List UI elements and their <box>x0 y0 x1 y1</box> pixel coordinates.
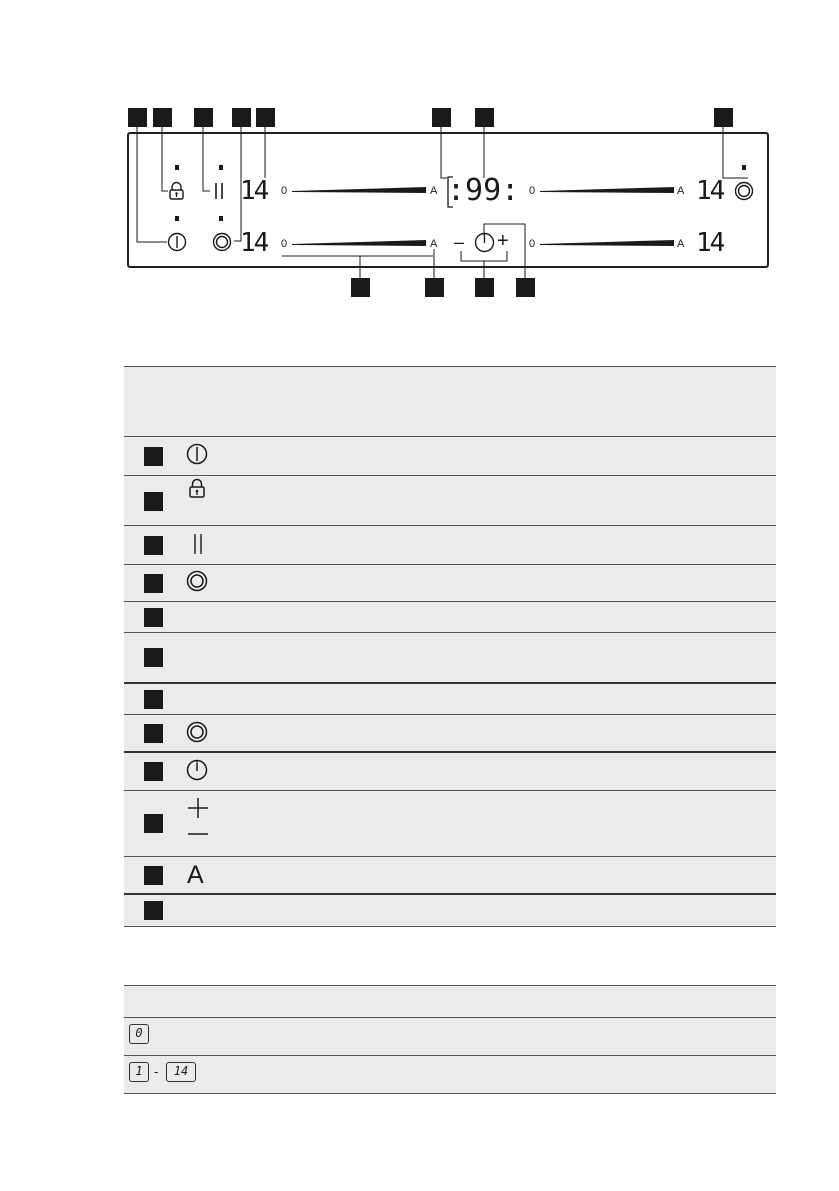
indicator-dot <box>742 165 746 170</box>
callout-marker <box>144 608 163 627</box>
slider-min-label: 0 <box>281 238 288 250</box>
table-row <box>124 437 776 475</box>
range-separator: - <box>154 1064 159 1079</box>
table-row <box>124 565 776 601</box>
timer-bracket <box>446 176 454 208</box>
slider-max-label: A <box>677 238 685 250</box>
zone-display-top-right: 14 <box>696 176 724 206</box>
row-divider <box>124 926 776 927</box>
callout-marker <box>144 901 163 920</box>
zone-ring-icon <box>186 570 208 592</box>
power-slider[interactable] <box>292 186 426 194</box>
callout-marker <box>144 447 163 466</box>
slider-min-label: 0 <box>529 238 536 250</box>
zone-ring-icon[interactable] <box>734 181 754 201</box>
auto-icon: A <box>187 861 204 889</box>
minus-button[interactable]: – <box>454 232 465 252</box>
indicator-dot <box>175 165 179 170</box>
slider-min-label: 0 <box>529 185 536 197</box>
table-row <box>124 1056 776 1093</box>
callout-marker <box>144 690 163 709</box>
timer-display: :99: <box>447 173 520 208</box>
power-slider[interactable] <box>540 239 674 247</box>
zone-display-bottom-right: 14 <box>696 228 724 258</box>
slider-max-label: A <box>430 185 438 197</box>
callout-marker <box>144 536 163 555</box>
plus-button[interactable]: + <box>497 230 509 252</box>
zone-ring-icon <box>186 721 208 743</box>
table-row <box>124 526 776 564</box>
table-row <box>124 895 776 926</box>
power-slider[interactable] <box>292 239 426 247</box>
table-row <box>124 753 776 790</box>
table-header <box>124 366 776 436</box>
display-fourteen-icon: 14 <box>166 1062 196 1082</box>
lock-icon <box>188 478 206 499</box>
timer-icon <box>186 759 208 781</box>
table-row <box>124 684 776 714</box>
display-one-icon: 1 <box>129 1062 149 1082</box>
plus-minus-icon <box>186 796 210 840</box>
display-table <box>124 985 776 1095</box>
zone-ring-icon[interactable] <box>212 232 232 252</box>
table-row <box>124 602 776 632</box>
callout-marker <box>144 574 163 593</box>
pause-icon[interactable] <box>213 182 225 200</box>
power-icon[interactable] <box>167 232 187 252</box>
table-row <box>124 791 776 856</box>
callout-marker <box>144 762 163 781</box>
table-header <box>124 986 776 1017</box>
callout-marker <box>144 724 163 743</box>
slider-min-label: 0 <box>281 185 288 197</box>
power-slider[interactable] <box>540 186 674 194</box>
table-row <box>124 857 776 893</box>
timer-icon[interactable] <box>474 232 495 253</box>
indicator-dot <box>175 216 179 221</box>
zone-display-top-left: 14 <box>240 176 268 206</box>
slider-max-label: A <box>430 238 438 250</box>
callout-marker <box>144 492 163 511</box>
zone-display-bottom-left: 14 <box>240 228 268 258</box>
callout-marker <box>144 648 163 667</box>
indicator-dot <box>219 216 223 221</box>
slider-max-label: A <box>677 185 685 197</box>
row-divider <box>124 1093 776 1094</box>
table-row <box>124 633 776 682</box>
power-icon <box>186 443 208 465</box>
callout-marker <box>144 866 163 885</box>
indicator-dot <box>219 165 223 170</box>
table-row <box>124 1018 776 1055</box>
pause-icon <box>192 533 204 555</box>
display-zero-icon: 0 <box>129 1024 149 1044</box>
row-divider <box>124 366 776 367</box>
table-row <box>124 476 776 525</box>
callout-marker <box>144 814 163 833</box>
table-row <box>124 715 776 751</box>
function-table <box>124 366 776 927</box>
lock-icon[interactable] <box>168 181 185 201</box>
